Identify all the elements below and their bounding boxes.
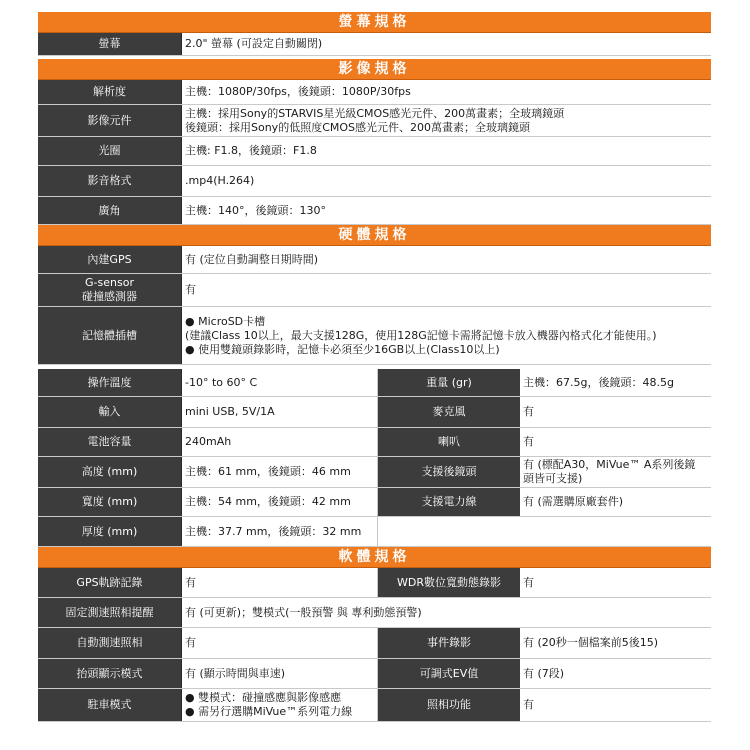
value-gps: 有 (定位自動調整日期時間)	[182, 246, 711, 273]
label-gsensor: G-sensor 碰撞感測器	[38, 274, 182, 306]
label-resolution: 解析度	[38, 80, 182, 104]
spec-row-temp	[38, 369, 711, 397]
label-speaker: 喇叭	[378, 428, 520, 456]
spec-row-height	[38, 457, 711, 488]
spec-row-screen	[38, 33, 711, 56]
label-angle: 廣角	[38, 197, 182, 224]
value-screen: 2.0" 螢幕 (可設定自動關閉)	[182, 33, 711, 55]
spec-row-aperture	[38, 137, 711, 166]
value-width: 主機：54 mm，後鏡頭：42 mm	[182, 488, 378, 516]
label-parking: 駐車模式	[38, 689, 182, 721]
label-power-cable: 支援電力線	[378, 488, 520, 516]
section-header-screen: 螢幕規格	[38, 12, 711, 33]
value-resolution: 主機：1080P/30fps，後鏡頭：1080P/30fps	[182, 80, 711, 104]
spec-row-gpslog	[38, 568, 711, 598]
label-sensor: 影像元件	[38, 105, 182, 136]
spec-row-gsensor	[38, 274, 711, 307]
value-depth: 主機：37.7 mm，後鏡頭：32 mm	[182, 517, 378, 546]
value-power-cable: 有 (需選購原廠套件)	[520, 488, 711, 516]
spec-row-format	[38, 166, 711, 197]
value-weight: 主機：67.5g，後鏡頭：48.5g	[520, 369, 711, 396]
label-photo: 照相功能	[378, 689, 520, 721]
spec-sheet	[38, 12, 711, 722]
label-mic: 麥克風	[378, 397, 520, 427]
spec-row-input	[38, 397, 711, 428]
spec-row-hud	[38, 659, 711, 689]
value-auto-cam: 有	[182, 628, 378, 658]
value-photo: 有	[520, 689, 711, 721]
value-input: mini USB, 5V/1A	[182, 397, 378, 427]
value-parking: ● 雙模式：碰撞感應與影像感應 ● 需另行選購MiVue™系列電力線	[182, 689, 378, 721]
label-gpslog: GPS軌跡記錄	[38, 568, 182, 597]
label-memory: 記憶體插槽	[38, 307, 182, 364]
value-height: 主機：61 mm，後鏡頭：46 mm	[182, 457, 378, 487]
section-header-hardware: 硬體規格	[38, 225, 711, 246]
spec-row-width	[38, 488, 711, 517]
label-event-rec: 事件錄影	[378, 628, 520, 658]
label-battery: 電池容量	[38, 428, 182, 456]
label-weight: 重量 (gr)	[378, 369, 520, 396]
value-hud: 有 (顯示時間與車速)	[182, 659, 378, 688]
value-gpslog: 有	[182, 568, 378, 597]
label-gps: 內建GPS	[38, 246, 182, 273]
label-input: 輸入	[38, 397, 182, 427]
value-event-rec: 有 (20秒一個檔案前5後15)	[520, 628, 711, 658]
label-height: 高度 (mm)	[38, 457, 182, 487]
label-hud: 抬頭顯示模式	[38, 659, 182, 688]
label-wdr: WDR數位寬動態錄影	[378, 568, 520, 597]
value-wdr: 有	[520, 568, 711, 597]
spec-row-angle	[38, 197, 711, 225]
value-speaker: 有	[520, 428, 711, 456]
label-width: 寬度 (mm)	[38, 488, 182, 516]
value-memory: ● MicroSD卡槽 (建議Class 10以上，最大支援128G，使用128G記憶卡需將記憶卡放入機器內格式化才能使用。) ● 使用雙鏡頭錄影時，記憶卡必須至少16GB以上(Class10以上)	[182, 307, 711, 364]
spec-row-parking	[38, 689, 711, 722]
label-temp: 操作溫度	[38, 369, 182, 396]
value-aperture: 主機: F1.8，後鏡頭：F1.8	[182, 137, 711, 165]
spec-row-gps	[38, 246, 711, 274]
spec-row-fixed-cam	[38, 598, 711, 628]
section-header-image: 影像規格	[38, 59, 711, 80]
section-header-software: 軟體規格	[38, 547, 711, 568]
spec-row-battery	[38, 428, 711, 457]
spec-row-sensor	[38, 105, 711, 137]
spec-row-memory	[38, 307, 711, 365]
value-rear-cam: 有 (標配A30，MiVue™ A系列後鏡 頭皆可支援)	[520, 457, 711, 487]
label-format: 影音格式	[38, 166, 182, 196]
label-depth: 厚度 (mm)	[38, 517, 182, 546]
value-format: .mp4(H.264)	[182, 166, 711, 196]
value-angle: 主機：140°，後鏡頭：130°	[182, 197, 711, 224]
value-battery: 240mAh	[182, 428, 378, 456]
label-fixed-cam: 固定測速照相提醒	[38, 598, 182, 627]
spec-row-depth	[38, 517, 711, 547]
value-sensor: 主機：採用Sony的STARVIS星光級CMOS感光元件、200萬畫素；全玻璃鏡頭 後鏡頭：採用Sony的低照度CMOS感光元件、200萬畫素；全玻璃鏡頭	[182, 105, 711, 136]
value-gsensor: 有	[182, 274, 711, 306]
spec-row-resolution	[38, 80, 711, 105]
value-temp: -10° to 60° C	[182, 369, 378, 396]
value-fixed-cam: 有 (可更新)；雙模式(一般預警 與 專利動態預警)	[182, 598, 711, 627]
label-screen: 螢幕	[38, 33, 182, 55]
value-mic: 有	[520, 397, 711, 427]
label-rear-cam: 支援後鏡頭	[378, 457, 520, 487]
label-ev: 可調式EV值	[378, 659, 520, 688]
label-aperture: 光圈	[38, 137, 182, 165]
spec-row-auto-cam	[38, 628, 711, 659]
value-depth-empty	[378, 517, 711, 546]
label-auto-cam: 自動測速照相	[38, 628, 182, 658]
value-ev: 有 (7段)	[520, 659, 711, 688]
